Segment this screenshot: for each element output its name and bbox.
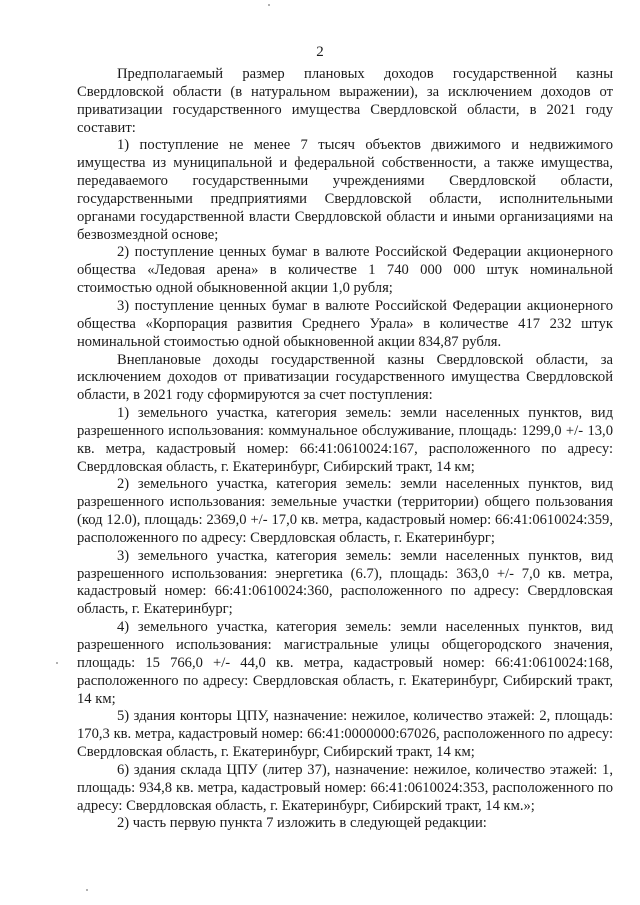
paragraph-unplanned-revenue-intro: Внеплановые доходы государственной казны Свердловской области, за исключением доходов от приватизации государственного имущества Свердловской области, в 2021 году сформируются за счет поступления: — [77, 351, 613, 404]
scan-speck — [56, 662, 58, 664]
scan-speck — [86, 889, 88, 891]
paragraph-item-2-ice-arena-shares: 2) поступление ценных бумаг в валюте Российской Федерации акционерного общества «Ледовая арена» в количестве 1 740 000 000 штук номинальной стоимостью одной обыкновенной акции 1,0 рубля; — [77, 244, 613, 297]
scan-speck — [268, 4, 270, 6]
paragraph-land-plot-4: 4) земельного участка, категория земель: земли населенных пунктов, вид разрешенного использования: магистральные улицы общегородского значения, площадь: 15 766,0 +/- 44,0 кв. метра, кадастровый номер: 66:41:0610024:168, расположенного по адресу: Свердловская область, г. Екатеринбург, Сибирский тракт, 14 км; — [77, 619, 613, 707]
paragraph-item-3-development-corp-shares: 3) поступление ценных бумаг в валюте Российской Федерации акционерного общества «Корпорация развития Среднего Урала» в количестве 417 232 штук номинальной стоимостью одной обыкновенной акции 834,87 рубля. — [77, 297, 613, 350]
paragraph-office-building: 5) здания конторы ЦПУ, назначение: нежилое, количество этажей: 2, площадь: 170,3 кв. метра, кадастровый номер: 66:41:0000000:67026, расположенного по адресу: Свердловская область, г. Екатеринбург, Сибирский тракт, 14 км; — [77, 708, 613, 761]
paragraph-item-1-property-transfer: 1) поступление не менее 7 тысяч объектов движимого и недвижимого имущества из муниципальной и федеральной собственности, а также имущества, передаваемого государственными учреждениями Свердловской области, государственными предприятиями Свердловской области, исполнительными органами государственной власти Свердловской области и иными организациями на безвозмездной основе; — [77, 137, 613, 243]
paragraph-land-plot-1: 1) земельного участка, категория земель: земли населенных пунктов, вид разрешенного использования: коммунальное обслуживание, площадь: 1299,0 +/- 13,0 кв. метра, кадастровый номер: 66:41:0610024:167, расположенного по адресу: Свердловская область, г. Екатеринбург, Сибирский тракт, 14 км; — [77, 405, 613, 475]
paragraph-planned-revenue-intro: Предполагаемый размер плановых доходов государственной казны Свердловской области (в натуральном выражении), за исключением доходов от приватизации государственного имущества Свердловской области, в 2021 году составит: — [77, 66, 613, 136]
document-body — [77, 66, 613, 833]
page-number: 2 — [316, 44, 324, 60]
paragraph-amendment-clause-7: 2) часть первую пункта 7 изложить в следующей редакции: — [117, 815, 487, 832]
paragraph-land-plot-2: 2) земельного участка, категория земель: земли населенных пунктов, вид разрешенного использования: земельные участки (территории) общего пользования (код 12.0), площадь: 2369,0 +/- 17,0 кв. метра, кадастровый номер: 66:41:0610024:359, расположенного по адресу: Свердловская область, г. Екатеринбург; — [77, 476, 613, 546]
paragraph-warehouse-building: 6) здания склада ЦПУ (литер 37), назначение: нежилое, количество этажей: 1, площадь: 934,8 кв. метра, кадастровый номер: 66:41:0610024:353, расположенного по адресу: Свердловская область, г. Екатеринбург, Сибирский тракт, 14 км.»; — [77, 761, 613, 814]
paragraph-land-plot-3: 3) земельного участка, категория земель: земли населенных пунктов, вид разрешенного использования: энергетика (6.7), площадь: 363,0 +/- 7,0 кв. метра, кадастровый номер: 66:41:0610024:360, расположенного по адресу: Свердловская область, г. Екатеринбург; — [77, 547, 613, 618]
